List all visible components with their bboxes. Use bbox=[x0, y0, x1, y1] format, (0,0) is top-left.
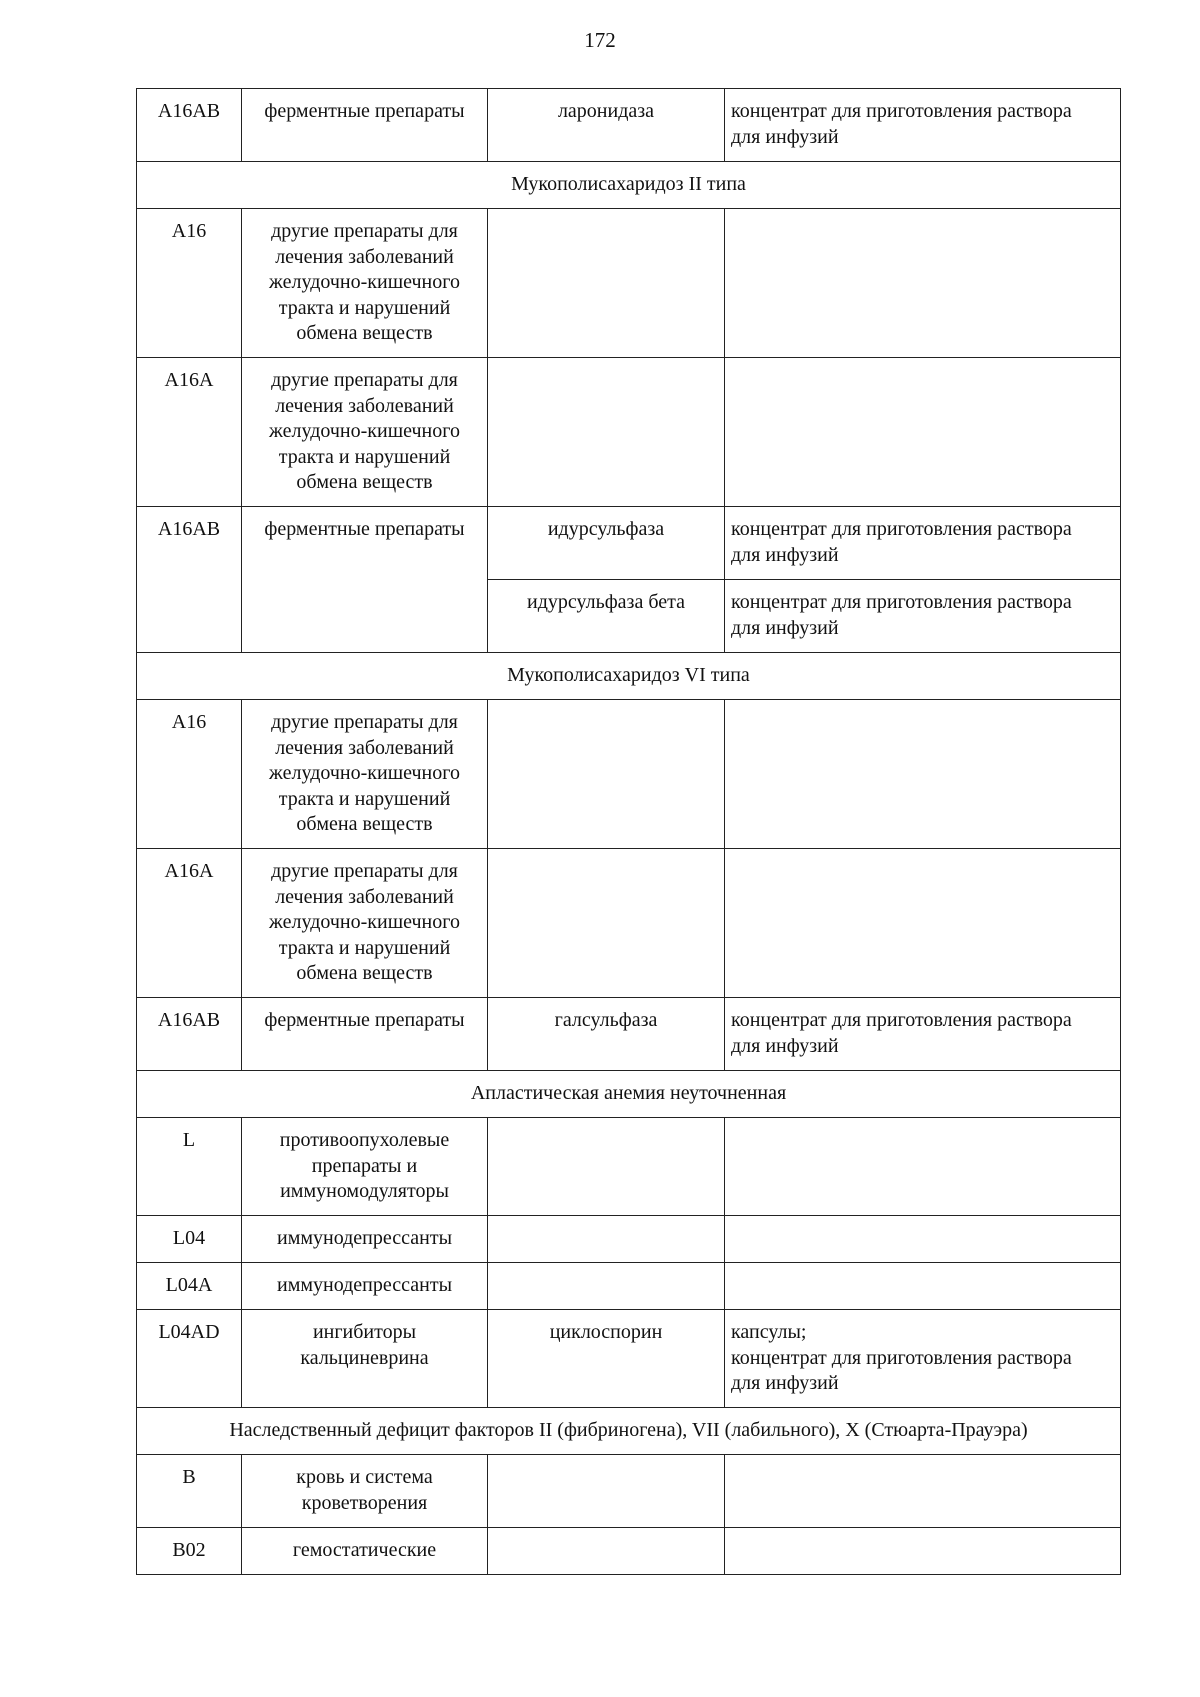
drug-name: ларонидаза bbox=[488, 89, 725, 162]
atc-group: иммунодепрессанты bbox=[242, 1216, 488, 1263]
atc-group-line: желудочно-кишечного bbox=[269, 911, 460, 934]
atc-group-line: желудочно-кишечного bbox=[269, 762, 460, 785]
drug-name: циклоспорин bbox=[488, 1310, 725, 1408]
atc-group-line: другие препараты для bbox=[271, 220, 458, 242]
table-row bbox=[137, 1455, 1121, 1528]
atc-group-line: другие препараты для bbox=[271, 369, 458, 391]
drug-name bbox=[488, 1263, 725, 1310]
dosage-form-line: концентрат для приготовления раствора bbox=[731, 518, 1072, 540]
atc-code: B02 bbox=[137, 1528, 242, 1575]
atc-code: A16A bbox=[137, 358, 242, 507]
atc-group-line: другие препараты для bbox=[271, 711, 458, 733]
atc-group-line: обмена веществ bbox=[296, 471, 433, 494]
table-row bbox=[137, 1263, 1121, 1310]
drug-name bbox=[488, 1455, 725, 1528]
atc-group-line: тракта и нарушений bbox=[278, 445, 451, 468]
atc-group-line: лечения заболеваний bbox=[275, 885, 454, 908]
dosage-form bbox=[725, 700, 1121, 849]
atc-code: L04A bbox=[137, 1263, 242, 1310]
dosage-form-line: для инфузий bbox=[731, 1372, 839, 1395]
atc-group-line: кроветворения bbox=[301, 1491, 428, 1514]
atc-group: ферментные препараты bbox=[242, 89, 488, 162]
atc-group-line: лечения заболеваний bbox=[275, 736, 454, 759]
table-row bbox=[137, 1118, 1121, 1216]
atc-group-line: лечения заболеваний bbox=[275, 245, 454, 268]
atc-group bbox=[242, 1310, 488, 1408]
atc-group-line: желудочно-кишечного bbox=[269, 271, 460, 294]
dosage-form bbox=[725, 1455, 1121, 1528]
drug-name bbox=[488, 849, 725, 998]
dosage-form bbox=[725, 89, 1121, 162]
atc-code: A16A bbox=[137, 849, 242, 998]
dosage-form bbox=[725, 1118, 1121, 1216]
table-row bbox=[137, 1310, 1121, 1408]
page-number: 172 bbox=[584, 28, 616, 52]
dosage-form bbox=[725, 1310, 1121, 1408]
atc-group-line: обмена веществ bbox=[296, 813, 433, 836]
drug-name bbox=[488, 209, 725, 358]
table-row bbox=[137, 1528, 1121, 1575]
dosage-form bbox=[725, 209, 1121, 358]
atc-group-line: иммуномодуляторы bbox=[280, 1180, 449, 1203]
dosage-form-line: для инфузий bbox=[731, 616, 839, 639]
dosage-form-line: концентрат для приготовления раствора bbox=[731, 1346, 1072, 1369]
atc-group: иммунодепрессанты bbox=[242, 1263, 488, 1310]
dosage-form bbox=[725, 358, 1121, 507]
table-row bbox=[137, 849, 1121, 998]
atc-group bbox=[242, 209, 488, 358]
atc-group: ферментные препараты bbox=[242, 507, 488, 653]
atc-group-line: лечения заболеваний bbox=[275, 394, 454, 417]
dosage-form-line: для инфузий bbox=[731, 1034, 839, 1057]
drug-name bbox=[488, 700, 725, 849]
dosage-form bbox=[725, 580, 1121, 653]
table-row bbox=[137, 358, 1121, 507]
table-row bbox=[137, 507, 1121, 580]
atc-group bbox=[242, 700, 488, 849]
atc-code: L bbox=[137, 1118, 242, 1216]
atc-group-line: ингибиторы bbox=[312, 1321, 417, 1343]
atc-group-line: тракта и нарушений bbox=[278, 936, 451, 959]
drug-name: галсульфаза bbox=[488, 998, 725, 1071]
atc-group-line: желудочно-кишечного bbox=[269, 420, 460, 443]
dosage-form bbox=[725, 849, 1121, 998]
dosage-form-line: для инфузий bbox=[731, 125, 839, 148]
table-row bbox=[137, 89, 1121, 162]
atc-code: A16 bbox=[137, 209, 242, 358]
atc-group-line: противоопухолевые bbox=[279, 1129, 450, 1151]
atc-group-line: препараты и bbox=[311, 1154, 418, 1177]
atc-code: L04 bbox=[137, 1216, 242, 1263]
atc-code: A16AB bbox=[137, 89, 242, 162]
table-row bbox=[137, 1216, 1121, 1263]
dosage-form bbox=[725, 1216, 1121, 1263]
dosage-form bbox=[725, 998, 1121, 1071]
atc-group-line: тракта и нарушений bbox=[278, 296, 451, 319]
drug-table bbox=[136, 88, 1121, 1575]
atc-group-line: кровь и система bbox=[296, 1466, 433, 1488]
drug-name: идурсульфаза bbox=[488, 507, 725, 580]
atc-group bbox=[242, 1455, 488, 1528]
atc-group-line: обмена веществ bbox=[296, 322, 433, 345]
section-row bbox=[137, 1071, 1121, 1118]
atc-group-line: обмена веществ bbox=[296, 962, 433, 985]
drug-name bbox=[488, 1216, 725, 1263]
drug-name: идурсульфаза бета bbox=[488, 580, 725, 653]
section-row bbox=[137, 1408, 1121, 1455]
atc-code: A16 bbox=[137, 700, 242, 849]
dosage-form bbox=[725, 1528, 1121, 1575]
atc-group bbox=[242, 358, 488, 507]
atc-group: ферментные препараты bbox=[242, 998, 488, 1071]
dosage-form bbox=[725, 507, 1121, 580]
atc-group-line: другие препараты для bbox=[271, 860, 458, 882]
section-title: Мукополисахаридоз VI типа bbox=[137, 653, 1121, 700]
section-row bbox=[137, 653, 1121, 700]
atc-code: A16AB bbox=[137, 507, 242, 653]
dosage-form-line: концентрат для приготовления раствора bbox=[731, 1009, 1072, 1031]
section-title: Наследственный дефицит факторов II (фибриногена), VII (лабильного), X (Стюарта-Прауэра) bbox=[137, 1408, 1121, 1455]
drug-name bbox=[488, 1528, 725, 1575]
section-row bbox=[137, 162, 1121, 209]
dosage-form-line: концентрат для приготовления раствора bbox=[731, 100, 1072, 122]
dosage-form-line: для инфузий bbox=[731, 543, 839, 566]
drug-name bbox=[488, 358, 725, 507]
atc-group bbox=[242, 1118, 488, 1216]
section-title: Апластическая анемия неуточненная bbox=[137, 1071, 1121, 1118]
atc-group: гемостатические bbox=[242, 1528, 488, 1575]
table-row bbox=[137, 700, 1121, 849]
drug-name bbox=[488, 1118, 725, 1216]
atc-group bbox=[242, 849, 488, 998]
table-row bbox=[137, 998, 1121, 1071]
atc-group-line: тракта и нарушений bbox=[278, 787, 451, 810]
section-title: Мукополисахаридоз II типа bbox=[137, 162, 1121, 209]
atc-group-line: кальциневрина bbox=[300, 1346, 429, 1369]
dosage-form-line: концентрат для приготовления раствора bbox=[731, 591, 1072, 613]
dosage-form bbox=[725, 1263, 1121, 1310]
table-row bbox=[137, 209, 1121, 358]
atc-code: L04AD bbox=[137, 1310, 242, 1408]
atc-code: B bbox=[137, 1455, 242, 1528]
atc-code: A16AB bbox=[137, 998, 242, 1071]
dosage-form-line: капсулы; bbox=[731, 1321, 807, 1343]
